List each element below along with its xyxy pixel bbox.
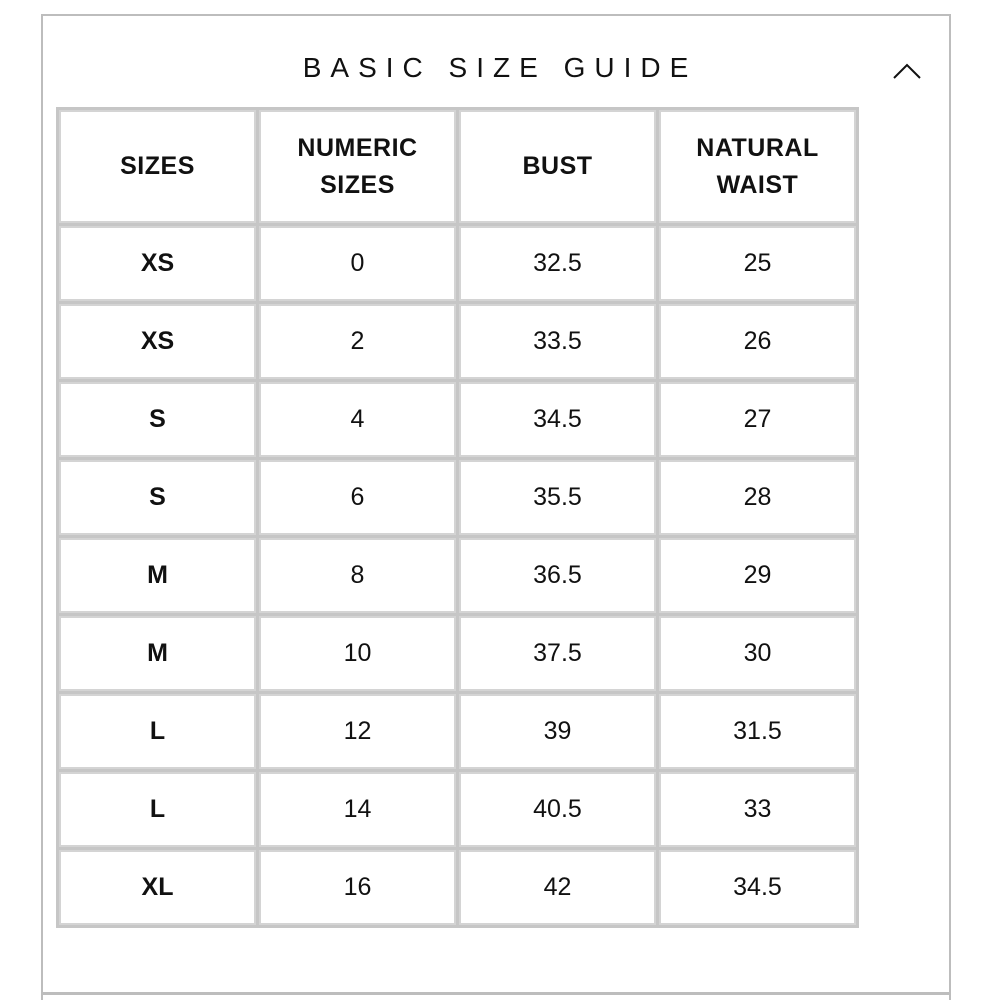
cell-numeric-size: 0 bbox=[259, 226, 456, 301]
table-row bbox=[59, 616, 856, 691]
table-row bbox=[59, 538, 856, 613]
cell-numeric-size: 14 bbox=[259, 772, 456, 847]
header-natural-waist-line-2: WAIST bbox=[716, 170, 799, 199]
cell-bust: 36.5 bbox=[459, 538, 656, 613]
cell-natural-waist: 30 bbox=[659, 616, 856, 691]
cell-size: XS bbox=[59, 304, 256, 379]
header-numeric-sizes-line-1: NUMERIC bbox=[297, 133, 418, 162]
header-natural-waist-line-1: NATURAL bbox=[696, 133, 819, 162]
header-numeric-sizes-line-2: SIZES bbox=[320, 170, 395, 199]
table-row bbox=[59, 304, 856, 379]
cell-natural-waist: 28 bbox=[659, 460, 856, 535]
table-header-row bbox=[59, 110, 856, 223]
cell-size: L bbox=[59, 772, 256, 847]
header-natural-waist bbox=[659, 110, 856, 223]
cell-numeric-size: 4 bbox=[259, 382, 456, 457]
header-bust bbox=[459, 110, 656, 223]
size-table bbox=[56, 107, 859, 928]
cell-bust: 39 bbox=[459, 694, 656, 769]
table-row bbox=[59, 460, 856, 535]
cell-bust: 40.5 bbox=[459, 772, 656, 847]
cell-natural-waist: 34.5 bbox=[659, 850, 856, 925]
collapse-button[interactable] bbox=[889, 56, 925, 86]
cell-natural-waist: 27 bbox=[659, 382, 856, 457]
cell-numeric-size: 12 bbox=[259, 694, 456, 769]
table-row bbox=[59, 226, 856, 301]
cell-numeric-size: 6 bbox=[259, 460, 456, 535]
cell-natural-waist: 31.5 bbox=[659, 694, 856, 769]
cell-size: M bbox=[59, 616, 256, 691]
header-bust-line-1: BUST bbox=[522, 152, 593, 180]
cell-bust: 35.5 bbox=[459, 460, 656, 535]
cell-bust: 42 bbox=[459, 850, 656, 925]
cell-numeric-size: 16 bbox=[259, 850, 456, 925]
cell-bust: 37.5 bbox=[459, 616, 656, 691]
cell-bust: 33.5 bbox=[459, 304, 656, 379]
header-sizes bbox=[59, 110, 256, 223]
table-row bbox=[59, 850, 856, 925]
cell-natural-waist: 29 bbox=[659, 538, 856, 613]
cell-numeric-size: 8 bbox=[259, 538, 456, 613]
cell-numeric-size: 2 bbox=[259, 304, 456, 379]
header-sizes-line-1: SIZES bbox=[120, 152, 195, 180]
cell-bust: 32.5 bbox=[459, 226, 656, 301]
cell-size: L bbox=[59, 694, 256, 769]
chevron-up-icon bbox=[889, 56, 925, 86]
cell-natural-waist: 25 bbox=[659, 226, 856, 301]
cell-numeric-size: 10 bbox=[259, 616, 456, 691]
table-row bbox=[59, 382, 856, 457]
cell-size: M bbox=[59, 538, 256, 613]
cell-size: S bbox=[59, 460, 256, 535]
table-row bbox=[59, 772, 856, 847]
header-numeric-sizes bbox=[259, 110, 456, 223]
cell-size: XL bbox=[59, 850, 256, 925]
cell-natural-waist: 26 bbox=[659, 304, 856, 379]
cell-size: S bbox=[59, 382, 256, 457]
cell-bust: 34.5 bbox=[459, 382, 656, 457]
cell-natural-waist: 33 bbox=[659, 772, 856, 847]
bottom-divider bbox=[41, 992, 951, 1000]
cell-size: XS bbox=[59, 226, 256, 301]
table-row bbox=[59, 694, 856, 769]
size-guide-title: BASIC SIZE GUIDE bbox=[302, 52, 698, 83]
